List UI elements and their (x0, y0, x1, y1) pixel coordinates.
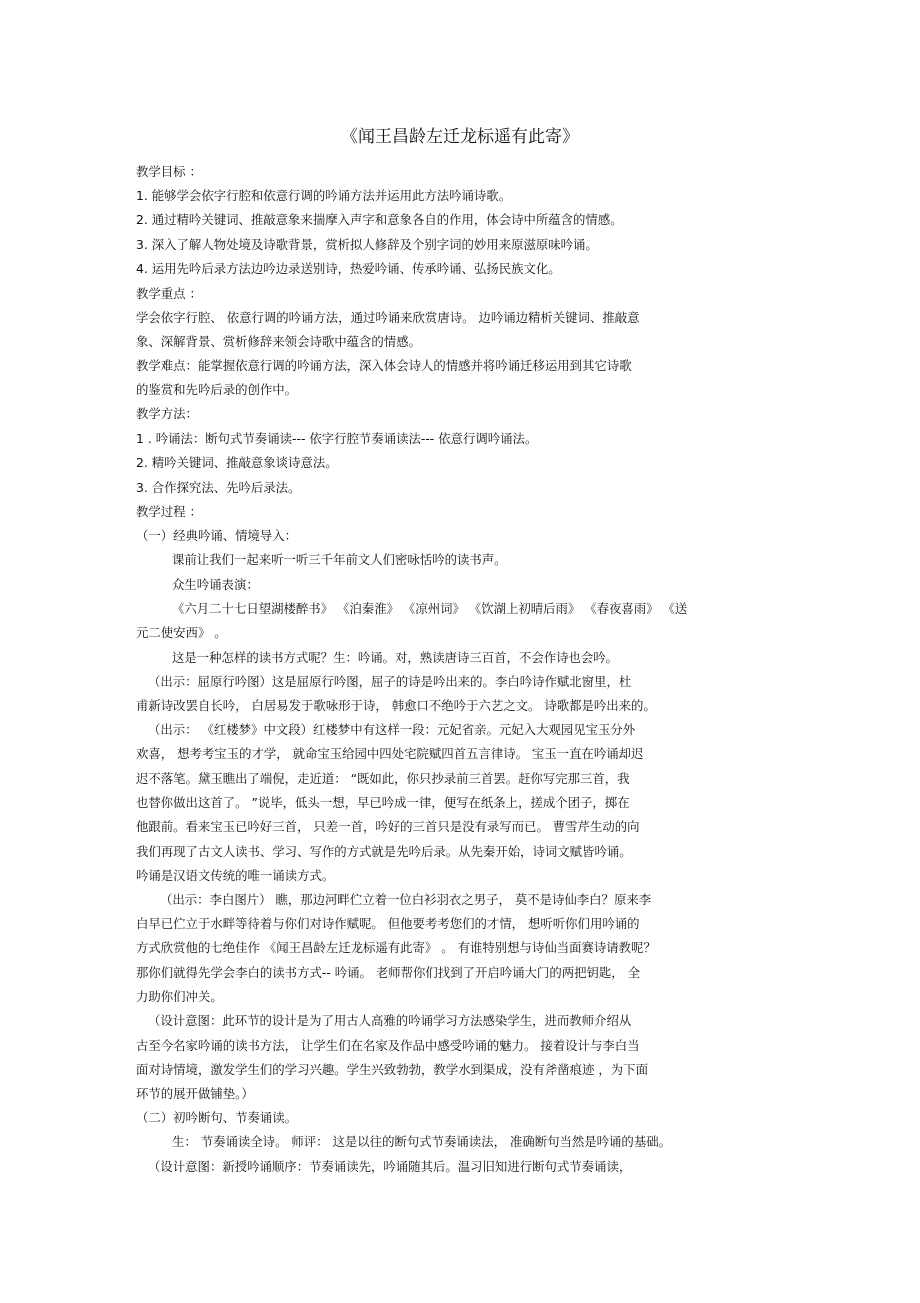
text-line: 教学过程 ： (136, 504, 202, 519)
text-line: 教学重点 ： (136, 286, 202, 301)
text-line: 甫新诗改罢自长吟， 白居易发于歌咏形于诗， 韩愈口不绝吟于六艺之文。 诗歌都是吟出来的。 (136, 698, 656, 713)
text-line: 教学方法： (136, 406, 198, 421)
text-line: 迟不落笔。黛玉瞧出了端倪，走近道： “既如此，你只抄录前三首罢。赶你写完那三首，我 (136, 771, 630, 786)
text-line: 3. 合作探究法、先吟后录法。 (136, 480, 301, 495)
text-line: 我们再现了古文人读书、学习、写作的方式就是先吟后录。从先秦开始，诗词文赋皆吟诵。 (136, 844, 632, 859)
text-line: 古至今名家吟诵的读书方法， 让学生们在名家及作品中感受吟诵的魅力。 接着设计与李白当 (136, 1038, 640, 1053)
text-line: 4. 运用先吟后录方法边吟边录送别诗，热爱吟诵、传承吟诵、弘扬民族文化。 (136, 261, 561, 276)
text-line: 元二使安西》 。 (136, 625, 227, 640)
text-line: 3. 深入了解人物处境及诗歌背景，赏析拟人修辞及个别字词的妙用来原滋原味吟诵。 (136, 237, 598, 252)
text-line: （一）经典吟诵、情境导入： (136, 528, 298, 543)
text-line: 《六月二十七日望湖楼醉书》 《泊秦淮》 《凉州词》 《饮湖上初晴后雨》 《春夜喜雨》 《送 (172, 601, 688, 616)
text-line: （设计意图：此环节的设计是为了用古人高雅的吟诵学习方法感染学生，进而教师介绍从 (148, 1013, 632, 1028)
text-line: 象、深解背景、赏析修辞来领会诗歌中蕴含的情感。 (136, 334, 421, 349)
text-line: 也替你做出这首了。 ”说毕，低头一想，早已吟成一律，便写在纸条上，搓成个团子，掷在 (136, 795, 630, 810)
text-line: 学会依字行腔、 依意行调的吟诵方法，通过吟诵来欣赏唐诗。 边吟诵边精析关键词、推敲意 (136, 310, 640, 325)
text-line: 方式欣赏他的七绝佳作 《闻王昌龄左迁龙标遥有此寄》 。 有谁特别想与诗仙当面赛诗请教呢？ (136, 940, 656, 955)
document-title: 《闻王昌龄左迁龙标遥有此寄》 (341, 127, 579, 147)
text-line: 1 . 吟诵法：断句式节奏诵读--- 依字行腔节奏诵读法--- 依意行调吟诵法。 (136, 431, 538, 446)
text-line: 生： 节奏诵读全诗。 师评： 这是以往的断句式节奏诵读法， 准确断句当然是吟诵的基础。 (172, 1134, 671, 1149)
text-line: 那你们就得先学会李白的读书方式-- 吟诵。 老师帮你们找到了开启吟诵大门的两把钥匙， 全 (136, 965, 640, 980)
text-line: 课前让我们一起来听一听三千年前文人们密咏恬吟的读书声。 (172, 552, 507, 567)
text-line: （设计意图：新授吟诵顺序：节奏诵读先，吟诵随其后。温习旧知进行断句式节奏诵读， (148, 1159, 632, 1174)
text-line: （出示：屈原行吟图）这是屈原行吟图，屈子的诗是吟出来的。李白吟诗作赋北窗里，杜 (148, 674, 632, 689)
text-line: （出示：李白图片） 瞧，那边河畔伫立着一位白衫羽衣之男子， 莫不是诗仙李白？原来李 (160, 892, 652, 907)
text-line: 力助你们冲关。 (136, 989, 223, 1004)
text-line: 这是一种怎样的读书方式呢？生：吟诵。对，熟读唐诗三百首，不会作诗也会吟。 (172, 650, 619, 665)
text-line: 白早已伫立于水畔等待着与你们对诗作赋呢。 但他要考考您们的才情， 想听听你们用吟诵的 (136, 916, 640, 931)
text-line: 2. 精吟关键词、推敲意象谈诗意法。 (136, 455, 338, 470)
text-line: 1. 能够学会依字行腔和依意行调的吟诵方法并运用此方法吟诵诗歌。 (136, 188, 512, 203)
text-line: 面对诗情境，激发学生们的学习兴趣。学生兴致勃勃，教学水到渠成，没有斧凿痕迹 ，为下面 (136, 1062, 648, 1077)
text-line: 环节的展开做铺垫。） (136, 1086, 254, 1101)
text-line: 教学难点：能掌握依意行调的吟诵方法，深入体会诗人的情感并将吟诵迁移运用到其它诗歌 (136, 358, 632, 373)
text-line: 的鉴赏和先吟后录的创作中。 (136, 382, 298, 397)
text-line: 2. 通过精吟关键词、推敲意象来揣摩入声字和意象各自的作用，体会诗中所蕴含的情感。 (136, 212, 623, 227)
text-line: （出示： 《红楼梦》中文段）红楼梦中有这样一段：元妃省亲。元妃入大观园见宝玉分外 (148, 722, 636, 737)
text-line: 教学目标 ： (136, 164, 202, 179)
text-line: 他跟前。看来宝玉已吟好三首， 只差一首，吟好的三首只是没有录写而已。 曹雪芹生动的向 (136, 819, 640, 834)
text-line: 欢喜， 想考考宝玉的才学， 就命宝玉给园中四处宅院赋四首五言律诗。 宝玉一直在吟诵却迟 (136, 746, 644, 761)
text-line: 吟诵是汉语文传统的唯一诵读方式。 (136, 868, 335, 883)
text-line: （二）初吟断句、节奏诵读。 (136, 1110, 298, 1125)
text-line: 众生吟诵表演： (172, 577, 259, 592)
